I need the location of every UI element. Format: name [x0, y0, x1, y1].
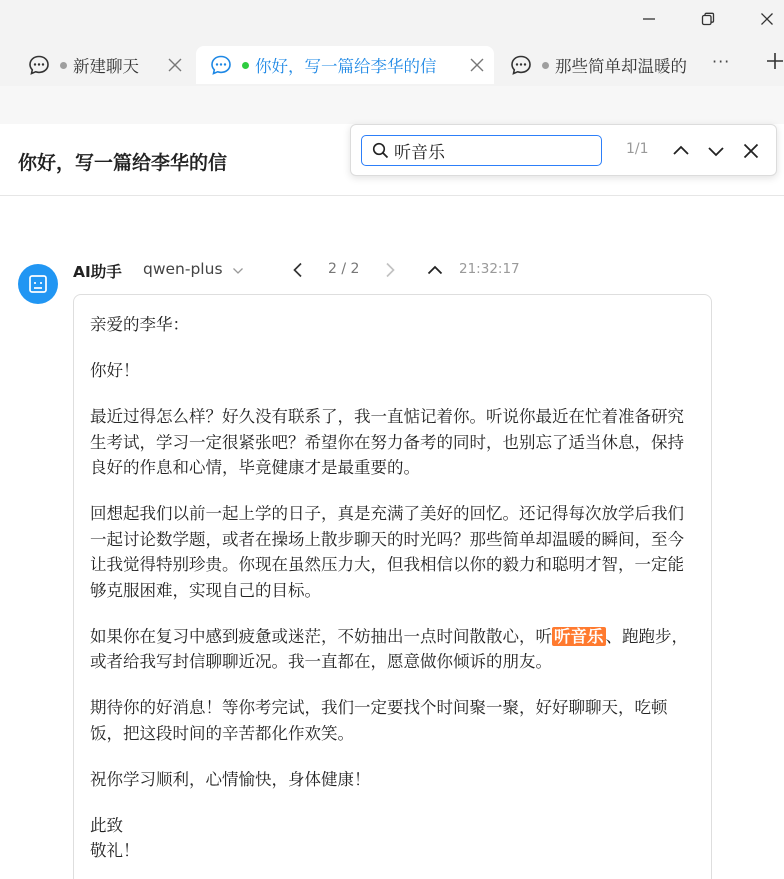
- letter-closing: 此致: [90, 815, 123, 835]
- tab-status-dot: [542, 62, 549, 69]
- restore-icon: [701, 12, 715, 26]
- chat-bubble-icon: [510, 54, 532, 76]
- tab-label: 你好，写一篇给李华的信: [255, 57, 437, 76]
- chat-bubble-icon: [210, 54, 232, 76]
- tab-warm-moments[interactable]: [496, 46, 702, 84]
- find-input[interactable]: [394, 138, 594, 163]
- letter-paragraph: [90, 624, 696, 675]
- minimize-button[interactable]: [634, 6, 664, 32]
- collapse-icon[interactable]: [426, 261, 444, 279]
- minimize-icon: [642, 12, 656, 26]
- assistant-avatar: [18, 264, 58, 304]
- letter-paragraph: 祝你学习顺利，心情愉快，身体健康！: [90, 769, 371, 789]
- close-find-icon[interactable]: [740, 140, 762, 162]
- close-icon: [760, 12, 774, 26]
- tab-new-chat[interactable]: [14, 46, 192, 84]
- next-response-icon[interactable]: [382, 261, 398, 279]
- robot-icon: [27, 273, 49, 295]
- chat-bubble-icon: [28, 54, 50, 76]
- tab-status-dot: [60, 62, 67, 69]
- close-window-button[interactable]: [752, 6, 782, 32]
- message-bubble: [73, 294, 712, 879]
- search-highlight: 听音乐: [554, 626, 604, 646]
- letter-closing: 敬礼！: [90, 841, 140, 860]
- tab-status-dot: [242, 62, 249, 69]
- message-content: [90, 312, 696, 864]
- toolbar-strip: [0, 86, 784, 124]
- model-selector[interactable]: qwen-plus: [143, 260, 223, 278]
- message-meta: [73, 259, 633, 283]
- add-tab-icon[interactable]: [764, 50, 784, 72]
- response-page-indicator: 2 / 2: [328, 261, 360, 277]
- close-tab-icon[interactable]: [166, 56, 184, 74]
- tab-label: 那些简单却温暖的: [555, 57, 687, 76]
- chevron-down-icon[interactable]: [232, 265, 244, 277]
- letter-paragraph: 最近过得怎么样？好久没有联系了，我一直惦记着你。听说你最近在忙着准备研究生考试，学习一定很紧张吧？希望你在努力备考的同时，也别忘了适当休息，保持良好的作息和心情，毕竟健康才是最重要的。: [90, 407, 684, 477]
- sender-name: AI助手: [73, 263, 122, 281]
- tab-label: 新建聊天: [73, 57, 139, 76]
- search-icon: [372, 142, 389, 159]
- previous-match-icon[interactable]: [670, 140, 692, 162]
- next-match-icon[interactable]: [705, 140, 727, 162]
- letter-paragraph: 回想起我们以前一起上学的日子，真是充满了美好的回忆。还记得每次放学后我们一起讨论数学题，或者在操场上散步聊天的时光吗？那些简单却温暖的瞬间，至今让我觉得特别珍贵。你现在虽然压力大，但我相信以你的毅力和聪明才智，一定能够克服困难，实现自己的目标。: [90, 504, 684, 600]
- find-input-box[interactable]: [361, 135, 602, 166]
- tab-strip: [0, 40, 784, 86]
- find-bar: [350, 124, 777, 176]
- close-tab-icon[interactable]: [468, 56, 486, 74]
- paragraph-text: 、跑跑步，或者给我写封信聊聊近况。我一直都在，愿意做你倾诉的朋友。: [90, 626, 688, 671]
- more-tabs-button[interactable]: ···: [712, 52, 731, 71]
- paragraph-text: 如果你在复习中感到疲惫或迷茫，不妨抽出一点时间散散心，听: [90, 626, 552, 646]
- tab-current-chat[interactable]: [196, 46, 494, 84]
- page-title: 你好，写一篇给李华的信: [18, 152, 228, 174]
- title-bar: [0, 0, 784, 40]
- find-match-count: 1/1: [626, 141, 649, 157]
- letter-greeting: 亲爱的李华：: [90, 315, 189, 334]
- message-timestamp: 21:32:17: [459, 261, 520, 277]
- letter-paragraph: 期待你的好消息！等你考完试，我们一定要找个时间聚一聚，好好聊聊天，吃顿饭，把这段时间的辛苦都化作欢笑。: [90, 698, 668, 743]
- previous-response-icon[interactable]: [290, 261, 306, 279]
- letter-hello: 你好！: [90, 361, 140, 380]
- restore-button[interactable]: [693, 6, 723, 32]
